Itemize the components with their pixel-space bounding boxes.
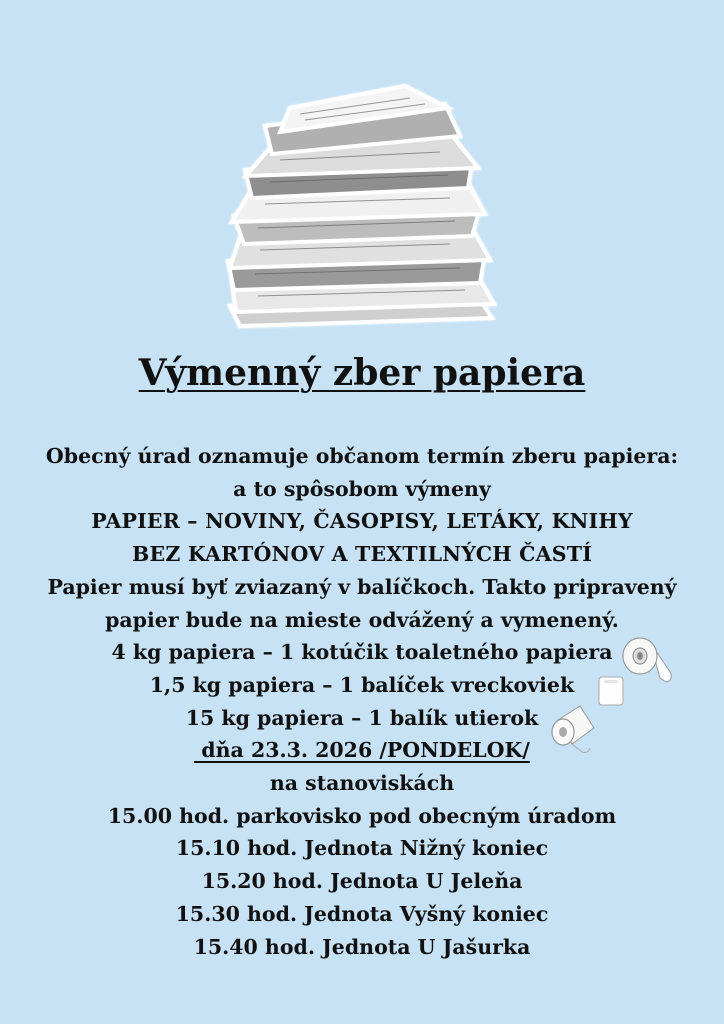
locations-intro: na stanoviskách [269,771,455,796]
instructions-line: papier bude na mieste odvážený a vymenený. [105,607,619,632]
tissue-pack-icon [596,674,626,708]
location-item: 15.30 hod. Jednota Vyšný koniec [175,901,549,926]
excluded-items-line: BEZ KARTÓNOV A TEXTILNÝCH ČASTÍ [131,542,592,567]
paper-towel-roll-icon [548,700,600,756]
exchange-rate-line: 4 kg papiera – 1 kotúčik toaletného papiera [111,640,613,665]
intro-line: Obecný úrad oznamuje občanom termín zberu papiera: [45,444,679,468]
exchange-rate-line: 1,5 kg papiera – 1 balíček vreckoviek [149,672,575,697]
exchange-rate-line: 15 kg papiera – 1 balík utierok [185,705,539,730]
intro-line: a to spôsobom výmeny [233,476,491,501]
collection-date: dňa 23.3. 2026 /PONDELOK/ [194,738,530,763]
location-item: 15.40 hod. Jednota U Jašurka [193,934,531,959]
page-title: Výmenný zber papiera [138,352,586,394]
paper-stack-icon [210,78,510,333]
toilet-paper-roll-icon [620,632,676,684]
instructions-line: Papier musí byť zviazaný v balíčkoch. Takto pripravený [47,574,677,599]
accepted-items-line: PAPIER – NOVINY, ČASOPISY, LETÁKY, KNIHY [91,509,633,534]
location-item: 15.10 hod. Jednota Nižný koniec [175,836,549,861]
location-item: 15.20 hod. Jednota U Jeleňa [201,869,523,894]
location-item: 15.00 hod. parkovisko pod obecným úradom [107,803,617,828]
